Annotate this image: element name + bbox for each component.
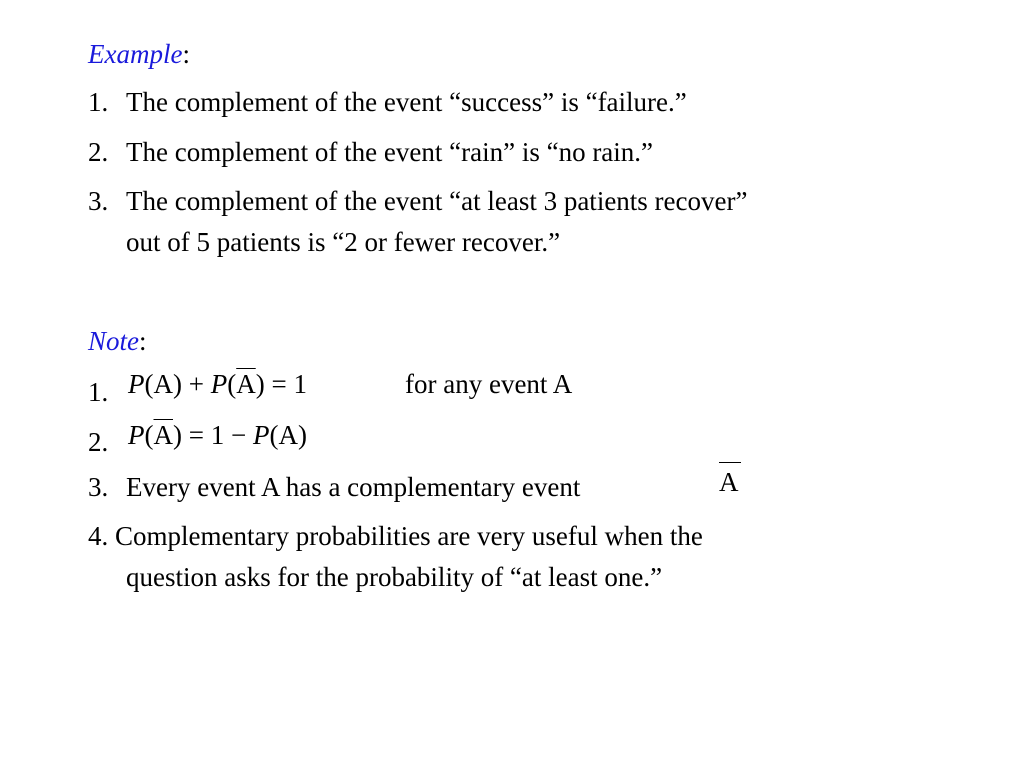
example-item-2-text: The complement of the event “rain” is “no rain.” (126, 137, 654, 167)
note-heading-colon: : (139, 326, 147, 356)
formula-paren: ) (255, 369, 265, 399)
example-item-3-text-line1: The complement of the event “at least 3 patients recover” (126, 186, 748, 216)
example-item-1-number: 1. (88, 87, 109, 117)
example-heading (88, 38, 190, 70)
note-item-1-formula (128, 368, 307, 400)
example-item-3 (88, 181, 747, 263)
note-item-4-text-line1: Complementary probabilities are very useful when the (115, 521, 703, 551)
note-item-3 (88, 467, 580, 508)
example-item-2-number: 2. (88, 137, 109, 167)
example-item-3-number: 3. (88, 186, 109, 216)
example-item-2 (88, 132, 653, 173)
note-item-2-formula (128, 419, 307, 451)
note-item-3-text: Every event A has a complementary event (126, 472, 581, 502)
complement-a: $\overline{A}$ (153, 420, 173, 450)
note-item-4-number: 4. (88, 521, 109, 551)
complement-symbol (719, 466, 739, 498)
complement-a: $\overline{A}$ (236, 369, 256, 399)
note-item-4 (88, 516, 703, 598)
formula-part: (A) (144, 369, 182, 399)
formula-paren: ( (227, 369, 237, 399)
note-heading-word: Note (88, 326, 139, 356)
note-item-1-text: for any event A (405, 369, 573, 399)
complement-symbol-letter: A (719, 467, 739, 497)
example-heading-word: Example (88, 39, 183, 69)
formula-p: P (210, 369, 228, 399)
note-item-1-number: 1. (88, 377, 109, 407)
note-item-2-number: 2. (88, 427, 109, 457)
example-item-3-text-line2: out of 5 patients is “2 or fewer recover.” (126, 227, 561, 257)
example-heading-colon: : (182, 39, 190, 69)
formula-part: (A) (269, 420, 307, 450)
formula-p: P (252, 420, 270, 450)
formula-p: P (128, 420, 145, 450)
formula-paren: ( (144, 420, 154, 450)
formula-paren: ) (173, 420, 182, 450)
formula-plus: + (181, 369, 211, 399)
example-item-1 (88, 82, 687, 123)
note-item-4-text-line2: question asks for the probability of “at least one.” (126, 562, 663, 592)
formula-equals: = 1 (264, 369, 307, 399)
example-item-1-text: The complement of the event “success” is “failure.” (126, 87, 687, 117)
formula-p: P (128, 369, 145, 399)
complement-overbar (719, 462, 741, 463)
note-heading (88, 325, 147, 357)
formula-equals: = 1 − (182, 420, 253, 450)
note-item-3-number: 3. (88, 472, 109, 502)
